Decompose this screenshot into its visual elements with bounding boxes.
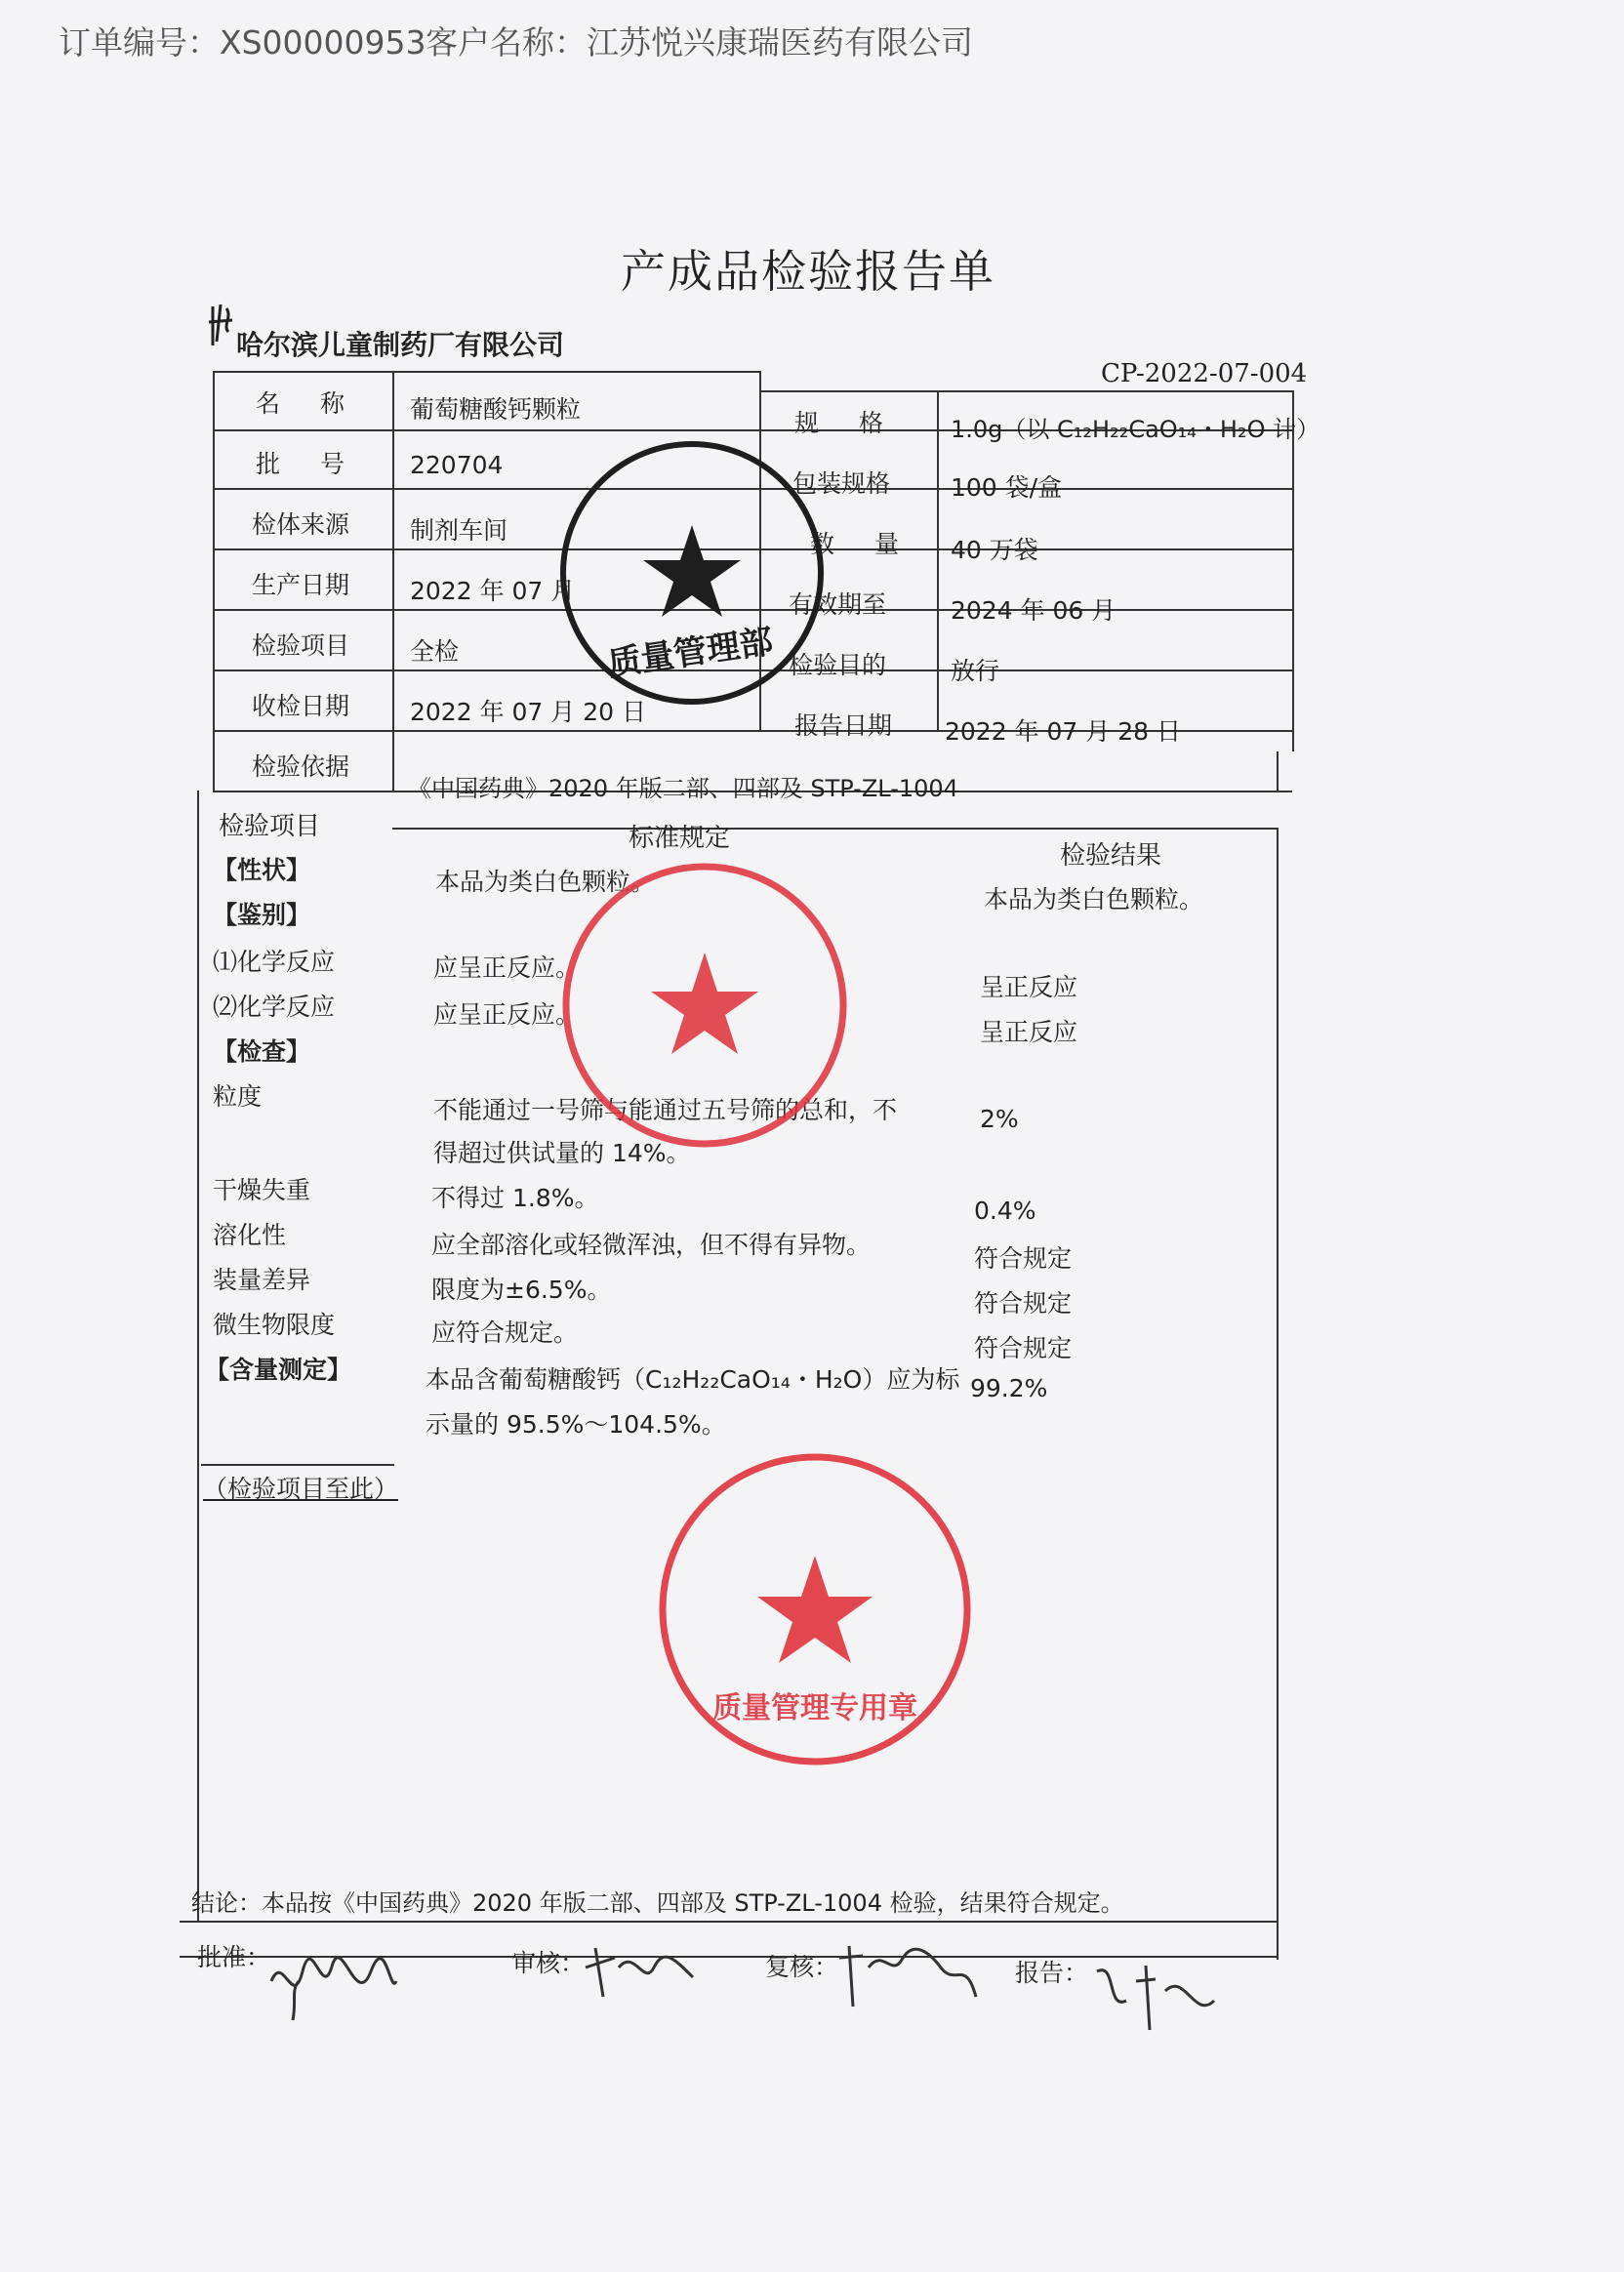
column-item-header: 检验项目	[219, 812, 321, 841]
grid-line	[392, 371, 394, 791]
fill-variation-standard: 限度为±6.5%。	[431, 1276, 612, 1304]
recheck-label: 复核：	[765, 1953, 839, 1981]
conclusion-text: 结论：本品按《中国药典》2020 年版二部、四部及 STP-ZL-1004 检验，结果符合规定。	[191, 1889, 1124, 1917]
grid-line	[1292, 390, 1294, 751]
appearance-standard: 本品为类白色颗粒。	[435, 868, 656, 896]
dry-loss-result: 0.4%	[974, 1197, 1036, 1225]
chem2-standard: 应呈正反应。	[433, 1000, 581, 1029]
test-item-label: 检验项目	[252, 631, 350, 660]
received-date-value: 2022 年 07 月 20 日	[410, 698, 646, 726]
name-value: 葡萄糖酸钙颗粒	[410, 395, 582, 424]
spec-label: 规 格	[794, 409, 892, 437]
production-date-value: 2022 年 07 月	[410, 577, 576, 605]
batch-value: 220704	[410, 451, 504, 479]
production-date-label: 生产日期	[252, 571, 350, 599]
document-code: CP-2022-07-004	[1101, 359, 1308, 388]
distributor-qa-seal-icon	[558, 859, 851, 1152]
svg-text:质量管理专用章: 质量管理专用章	[712, 1691, 917, 1725]
column-standard-header: 标准规定	[629, 824, 731, 853]
microbial-limit-standard: 应符合规定。	[431, 1319, 579, 1347]
grid-line	[213, 371, 759, 373]
granularity-item: 粒度	[213, 1082, 263, 1111]
purpose-label: 检验目的	[789, 651, 887, 679]
received-date-label: 收检日期	[252, 692, 350, 720]
dry-loss-item: 干燥失重	[213, 1176, 311, 1204]
microbial-limit-result: 符合规定	[974, 1334, 1073, 1362]
grid-line	[392, 828, 1277, 830]
report-signature-icon	[1087, 1952, 1224, 2040]
solubility-item: 溶化性	[213, 1221, 287, 1249]
section-check: 【检查】	[213, 1037, 311, 1066]
approve-signature-icon	[264, 1942, 400, 2030]
quantity-value: 40 万袋	[951, 536, 1038, 564]
source-label: 检体来源	[252, 510, 350, 539]
purpose-value: 放行	[951, 657, 1000, 685]
microbial-limit-item: 微生物限度	[213, 1311, 336, 1339]
grid-line	[937, 390, 939, 730]
customer-name: 客户名称：江苏悦兴康瑞医药有限公司	[426, 23, 973, 61]
column-result-header: 检验结果	[1060, 841, 1162, 871]
end-of-items-note: （检验项目至此）	[203, 1475, 399, 1503]
grid-line	[759, 390, 1292, 392]
section-appearance: 【性状】	[213, 856, 311, 884]
grid-line	[213, 371, 215, 791]
report-date-label: 报告日期	[794, 711, 893, 740]
report-label: 报告：	[1015, 1959, 1089, 1987]
solubility-standard: 应全部溶化或轻微浑浊，但不得有异物。	[431, 1231, 872, 1259]
expiry-value: 2024 年 06 月	[951, 596, 1116, 625]
granularity-standard-line2: 得超过供试量的 14%。	[433, 1139, 691, 1167]
order-number: 订单编号：XS00000953	[59, 23, 426, 61]
granularity-standard-line1: 不能通过一号筛与能通过五号筛的总和，不	[433, 1096, 898, 1124]
assay-result: 99.2%	[970, 1374, 1048, 1402]
solubility-result: 符合规定	[974, 1244, 1073, 1273]
test-item-value: 全检	[410, 637, 460, 666]
company-name: 哈尔滨儿童制药厂有限公司	[236, 329, 565, 361]
report-date-value: 2022 年 07 月 28 日	[945, 717, 1181, 746]
grid-line	[1277, 828, 1279, 1960]
fill-variation-result: 符合规定	[974, 1289, 1073, 1318]
grid-line	[180, 1921, 1277, 1923]
report-title: 产成品检验报告单	[621, 245, 995, 298]
granularity-result: 2%	[980, 1105, 1019, 1133]
basis-label: 检验依据	[252, 752, 350, 781]
dry-loss-standard: 不得过 1.8%。	[431, 1184, 599, 1212]
appearance-result: 本品为类白色颗粒。	[984, 885, 1204, 913]
pack-value: 100 袋/盒	[951, 473, 1063, 502]
source-value: 制剂车间	[410, 516, 508, 545]
grid-line	[201, 1464, 394, 1466]
assay-standard-line1: 本品含葡萄糖酸钙（C₁₂H₂₂CaO₁₄・H₂O）应为标	[426, 1365, 960, 1394]
batch-label: 批 号	[256, 450, 353, 478]
basis-value: 《中国药典》2020 年版二部、四部及 STP-ZL-1004	[408, 775, 958, 802]
expiry-label: 有效期至	[789, 590, 887, 619]
review-signature-icon	[576, 1938, 703, 2007]
chem1-item: ⑴化学反应	[213, 948, 336, 976]
company-logo-icon	[207, 303, 234, 349]
grid-line	[1277, 751, 1279, 791]
zhejiang-qa-seal-icon	[654, 1448, 976, 1770]
section-assay: 【含量测定】	[205, 1356, 352, 1384]
fill-variation-item: 装量差异	[213, 1266, 311, 1294]
section-identification: 【鉴别】	[213, 901, 311, 929]
spec-value: 1.0g（以 C₁₂H₂₂CaO₁₄・H₂O 计）	[951, 416, 1320, 443]
name-label: 名 称	[256, 389, 353, 418]
svg-text:质量管理部: 质量管理部	[605, 622, 776, 684]
pack-label: 包装规格	[792, 469, 891, 498]
chem2-item: ⑵化学反应	[213, 993, 336, 1021]
approve-label: 批准：	[197, 1943, 271, 1971]
review-label: 审核：	[511, 1949, 586, 1977]
manufacturer-qa-seal-icon	[556, 437, 828, 709]
chem2-result: 呈正反应	[980, 1018, 1078, 1046]
quantity-label: 数 量	[810, 530, 908, 558]
grid-line	[197, 791, 199, 1923]
chem1-result: 呈正反应	[980, 973, 1078, 1001]
chem1-standard: 应呈正反应。	[433, 953, 581, 982]
assay-standard-line2: 示量的 95.5%～104.5%。	[426, 1410, 726, 1439]
recheck-signature-icon	[833, 1938, 980, 2016]
